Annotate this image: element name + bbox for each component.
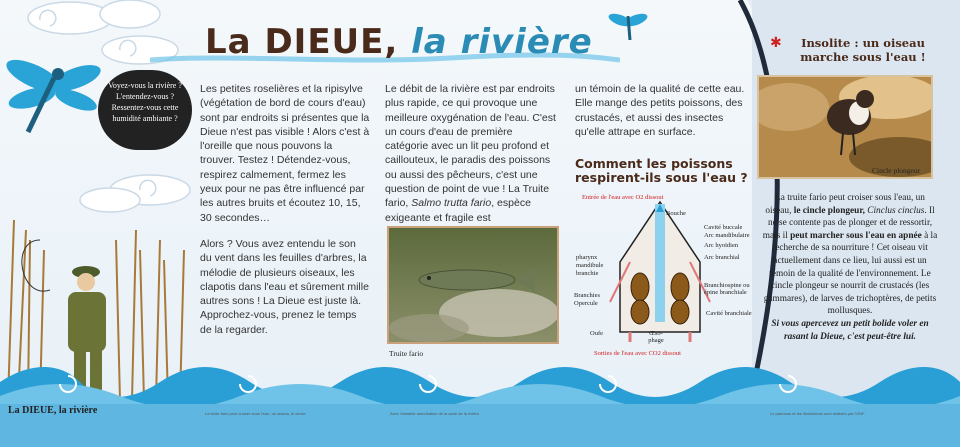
col1-paragraph-1: Les petites roselières et la ripisylve (végétation de bord de cours d'eau) sont par endroits si présentes que la Dieue n'est pas visible ! Alors c'est à l'oreille que nous pouvons la trouver. Testez ! Détendez-vous, respirez calmement, fermez les yeux pour ne pas être influencé par les autres bruits et écoutez 10, 15, 30 secondes… [200,83,370,224]
diagram-label-bottom: Sorties de l'eau avec CO2 dissout [594,350,681,357]
dipper-species-name: Cinclus cinclus [867,205,925,216]
diagram-label-arc-hyoidien: Arc hyoïdien [704,242,739,249]
title-main: La DIEUE, [205,22,399,62]
diagram-label-arc-branchial: Arc branchial [704,254,740,261]
footnote-1: La truite fario peut croiser sous l'eau, un oiseau, le cincle [205,411,306,416]
dipper-text-f: peut marcher sous l'eau en apnée [790,230,922,241]
dipper-text-a: La truite fario peut croiser sous l'eau, un oiseau, [765,193,925,216]
diagram-label-branchie: branchie [576,270,599,277]
dipper-photo [757,75,933,179]
col2-text-a: Le débit de la rivière est par endroits plus rapide, ce qui provoque une meilleure oxygénation de l'eau. C'est un cours d'eau de première catégorie avec un lit peu profond et caillouteux, le paradis des poissons ou aussi des pêcheurs, c'est une question de point de vue ! La Truite fario, [385,83,556,210]
diagram-label-oesophage: Œso- phage [648,330,664,344]
col2-species-name: Salmo trutta fario [411,197,492,210]
dipper-caption: Cincle plongeur [872,166,921,175]
dipper-text-b: le cincle plongeur, [793,205,865,216]
waves-decoration [0,362,960,447]
diagram-label-arc-mandibulaire: Arc mandibulaire [704,232,750,239]
diagram-label-opercule: Opercule [574,300,598,307]
page-title [205,22,593,62]
footnote-3: Le panneau et les illustrations sont réalisés par l'ONF [770,411,865,416]
trout-caption: Truite fario [389,349,424,358]
diagram-label-bouche: Bouche [666,210,686,217]
trout-photo [387,226,559,344]
diagram-label-oufe: Oufe [590,330,603,337]
text-column-3 [575,82,747,151]
col1-paragraph-2: Alors ? Vous avez entendu le son du vent dans les feuilles d'arbres, la mélodie de plusieurs oiseaux, les clapotis dans l'eau et sûrement mille autres sons ! La Dieue est juste là. Approchez-vous, prenez le temps de la regarder. [200,237,369,336]
dipper-text-h: Si vous apercevez un petit bolide voler en rasant la Dieue, c'est peut-être lui. [771,318,929,342]
diagram-label-cavite-buccale: Cavité buccale [704,224,743,231]
col3-paragraph-1: un témoin de la qualité de cette eau. Elle mange des petits poissons, des crustacés, et aussi des insectes qu'elle attrape en surface. [575,83,745,138]
dipper-text-e: . Il ne se contente pas de plonger et de ressortir, mais il [762,205,935,241]
small-dragonfly-icon [608,10,648,42]
dipper-text [762,192,938,343]
col2-paragraph-1 [385,82,557,225]
text-column-2 [385,82,557,237]
gills-heading: Comment les poissons respirent-ils sous l'eau ? [575,156,748,185]
text-column-1 [200,82,370,349]
question-bubble [98,70,192,150]
col2-text-b: , espèce exigeante et fragile est [385,197,531,224]
title-italic: la rivière [411,22,593,62]
insolite-heading: Insolite : un oiseau marche sous l'eau ! [800,36,926,64]
footer-title: La DIEUE, la rivière [8,405,98,416]
star-icon: ✱ [770,34,782,50]
dipper-text-g: à la recherche de sa nourriture ! Cet oiseau vit actuellement dans ce lieu, lui aussi est un témoin de la qualité de l'environnement. Le cincle plongeur se nourrit de crustacés (les gammares), de larves de trichoptères, de petits mollusques. [763,230,938,317]
diagram-label-pharynx: pharynx [576,254,598,261]
diagram-label-cavite-branchiale: Cavité branchiale [706,310,752,317]
diagram-label-mandibule: mandibule [576,262,604,269]
footnote-2: Avec l'aimable autorisation de la carte de la rivière [390,411,479,416]
diagram-label-branchies: Branchies [574,292,600,299]
dragonfly-icon [4,56,104,136]
question-bubble-text: Voyez-vous la rivière ? L'entendez-vous ? Ressentez-vous cette humidité ambiante ? [108,81,182,123]
diagram-label-branchiospine: Branchiospine ou épine branchiale [704,282,750,296]
diagram-label-top: Entrée de l'eau avec O2 dissout [582,194,664,201]
gills-diagram [570,192,750,365]
